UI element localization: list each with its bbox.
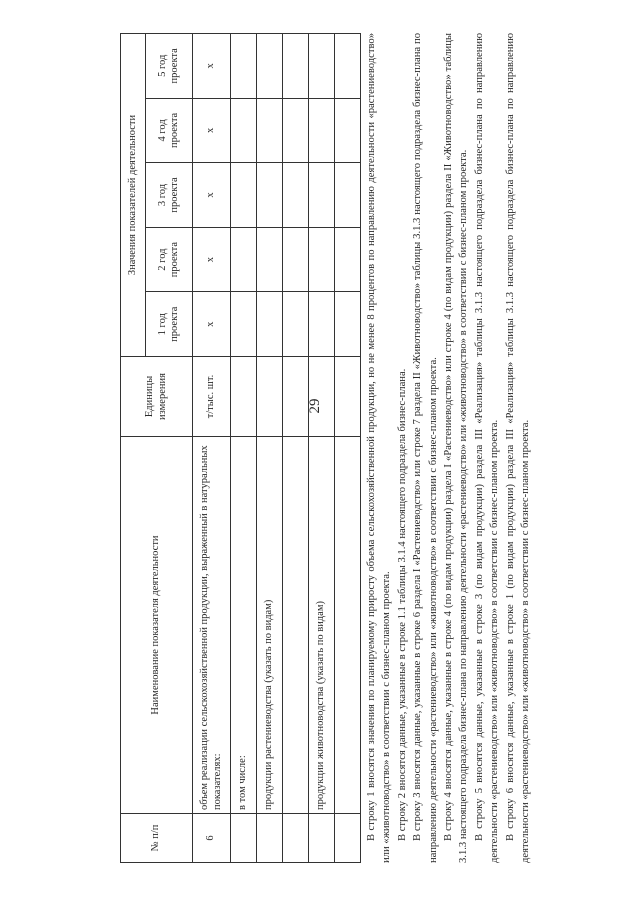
row-name: в том числе:	[231, 437, 257, 814]
row-name: объем реализации сельскохозяйственной продукции, выраженный в натуральных показателях:	[193, 437, 231, 814]
row-value-year-5	[257, 34, 283, 99]
table-row	[257, 34, 283, 863]
table-row	[335, 34, 361, 863]
header-number: № п/п	[121, 814, 193, 863]
note-paragraph: В строку 2 вносятся данные, указанные в строке 1.1 таблицы 3.1.4 настоящего подраздела бизнес-плана.	[396, 368, 408, 841]
row-unit	[283, 357, 309, 437]
row-number	[231, 814, 257, 863]
header-year-4: 4 год проекта	[146, 98, 193, 163]
row-value-year-4	[283, 98, 309, 163]
header-year-1: 1 год проекта	[146, 292, 193, 357]
row-number: 6	[193, 814, 231, 863]
row-value-year-1	[309, 292, 335, 357]
page-number: 29	[307, 398, 323, 414]
row-value-year-3	[309, 163, 335, 228]
header-year-3: 3 год проекта	[146, 163, 193, 228]
row-value-year-2	[231, 227, 257, 292]
row-value-year-5: х	[193, 34, 231, 99]
header-values-group: Значения показателей деятельности	[121, 34, 146, 357]
row-value-year-3	[257, 163, 283, 228]
row-name	[335, 437, 361, 814]
row-value-year-2	[309, 227, 335, 292]
table-row	[309, 34, 335, 863]
row-value-year-1	[335, 292, 361, 357]
row-value-year-5	[231, 34, 257, 99]
row-name	[283, 437, 309, 814]
note-paragraph: В строку 3 вносятся данные, указанные в строке 6 раздела I «Растениеводство» или строке 7 раздела II «Животноводство» таблицы 3.1.3 настоящего подраздела бизнес-плана по направлению деятельности «растениеводство» или «животноводство» в соответствии с бизнес-планом проекта.	[412, 33, 439, 863]
row-unit	[231, 357, 257, 437]
indicators-table	[120, 33, 361, 863]
header-year-5: 5 год проекта	[146, 34, 193, 99]
row-value-year-2	[257, 227, 283, 292]
note-paragraph: В строку 5 вносятся данные, указанные в строке 3 (по видам продукции) раздела III «Реализация» таблицы 3.1.3 настоящего подраздела бизнес-плана по направлению деятельности «растениеводство» или «животноводство» в соответствии с бизнес-планом проекта.	[473, 33, 501, 863]
row-value-year-5	[283, 34, 309, 99]
row-number	[335, 814, 361, 863]
row-value-year-5	[335, 34, 361, 99]
row-number	[283, 814, 309, 863]
row-value-year-1	[257, 292, 283, 357]
table-row	[231, 34, 257, 863]
note-paragraph: В строку 6 вносятся данные, указанные в строке 1 (по видам продукции) раздела III «Реализация» таблицы 3.1.3 настоящего подраздела бизнес-плана по направлению деятельности «растениеводство» или «животноводство» в соответствии с бизнес-планом проекта.	[504, 33, 532, 863]
row-value-year-4: х	[193, 98, 231, 163]
rotated-page-content	[120, 33, 532, 863]
row-value-year-1	[283, 292, 309, 357]
header-indicator-name: Наименование показателя деятельности	[121, 437, 193, 814]
header-unit: Единицы измерения	[121, 357, 193, 437]
row-value-year-1: х	[193, 292, 231, 357]
row-value-year-2	[283, 227, 309, 292]
row-value-year-1	[231, 292, 257, 357]
note-paragraph: В строку 4 вносятся данные, указанные в строке 4 (по видам продукции) раздела I «Растениеводство» или строке 4 (по видам продукции) раздела II «Животноводство» таблицы 3.1.3 настоящего подраздела бизнес-плана по направлению деятельности «растениеводство» или «животноводство» в соответствии с бизнес-планом проекта.	[443, 33, 470, 863]
row-value-year-3	[283, 163, 309, 228]
row-name: продукции растениеводства (указать по видам)	[257, 437, 283, 814]
row-value-year-3	[335, 163, 361, 228]
row-value-year-3: х	[193, 163, 231, 228]
row-value-year-3	[231, 163, 257, 228]
row-value-year-4	[231, 98, 257, 163]
row-value-year-5	[309, 34, 335, 99]
row-value-year-4	[309, 98, 335, 163]
header-year-2: 2 год проекта	[146, 227, 193, 292]
table-notes	[364, 33, 533, 863]
row-value-year-4	[335, 98, 361, 163]
row-unit	[309, 357, 335, 437]
row-name: продукции животноводства (указать по видам)	[309, 437, 335, 814]
row-unit: т/тыс. шт.	[193, 357, 231, 437]
row-value-year-2: х	[193, 227, 231, 292]
row-unit	[257, 357, 283, 437]
note-paragraph: В строку 1 вносятся значения по планируемому приросту объема сельскохозяйственной продукции, но не менее 8 процентов по направлению деятельности «растениеводство» или «животноводство» в соответствии с бизнес-планом проекта.	[366, 33, 393, 863]
row-unit	[335, 357, 361, 437]
row-value-year-2	[335, 227, 361, 292]
table-row	[283, 34, 309, 863]
row-value-year-4	[257, 98, 283, 163]
row-number	[257, 814, 283, 863]
row-number	[309, 814, 335, 863]
table-row	[193, 34, 231, 863]
